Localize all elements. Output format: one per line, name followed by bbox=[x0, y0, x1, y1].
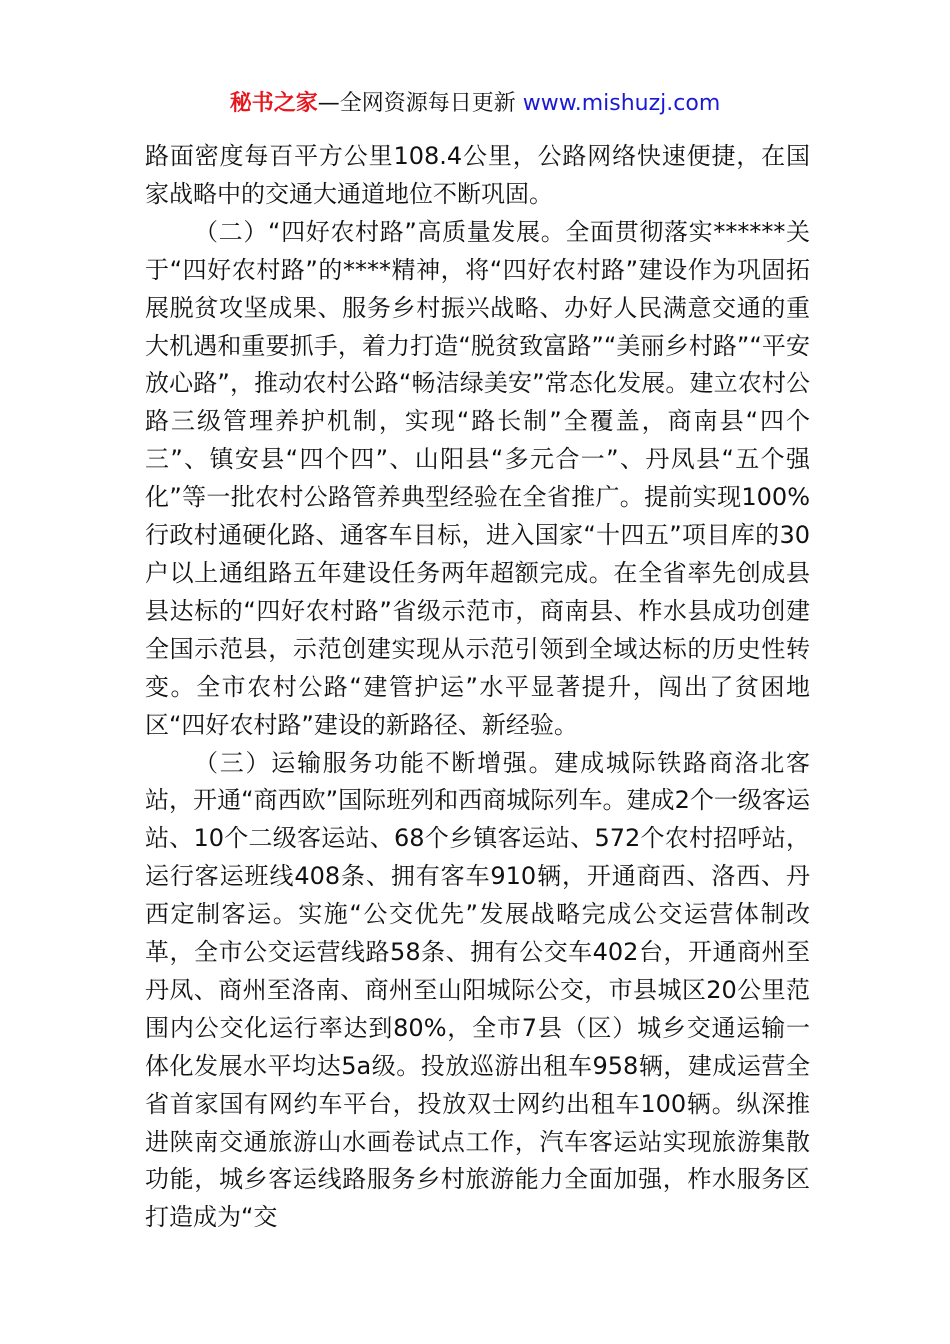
document-body bbox=[145, 138, 810, 1237]
header-tagline: —全网资源每日更新 bbox=[317, 91, 523, 116]
site-url-link[interactable]: www.mishuzj.com bbox=[522, 91, 721, 116]
paragraph-transport-services: （三）运输服务功能不断增强。建成城际铁路商洛北客站，开通“商西欧”国际班列和西商城际列车。建成2个一级客运站、10个二级客运站、68个乡镇客运站、572个农村招呼站，运行客运班线408条、拥有客车910辆，开通商西、洛西、丹西定制客运。实施“公交优先”发展战略完成公交运营体制改革，全市公交运营线路58条、拥有公交车402台，开通商州至丹凤、商州至洛南、商州至山阳城际公交，市县城区20公里范围内公交化运行率达到80%，全市7县（区）城乡交通运输一体化发展水平均达5a级。投放巡游出租车958辆，建成运营全省首家国有网约车平台，投放双士网约出租车100辆。纵深推进陕南交通旅游山水画卷试点工作，汽车客运站实现旅游集散功能，城乡客运线路服务乡村旅游能力全面加强，柞水服务区打造成为“交 bbox=[145, 748, 810, 1232]
paragraph-rural-roads: （二）“四好农村路”高质量发展。全面贯彻落实******关于“四好农村路”的****精神，将“四好农村路”建设作为巩固拓展脱贫攻坚成果、服务乡村振兴战略、办好人民满意交通的重大机遇和重要抓手，着力打造“脱贫致富路”“美丽乡村路”“平安放心路”，推动农村公路“畅洁绿美安”常态化发展。建立农村公路三级管理养护机制，实现“路长制”全覆盖，商南县“四个三”、镇安县“四个四”、山阳县“多元合一”、丹凤县“五个强化”等一批农村公路管养典型经验在全省推广。提前实现100%行政村通硬化路、通客车目标，进入国家“十四五”项目库的30户以上通组路五年建设任务两年超额完成。在全省率先创成县县达标的“四好农村路”省级示范市，商南县、柞水县成功创建全国示范县，示范创建实现从示范引领到全域达标的历史性转变。全市农村公路“建管护运”水平显著提升，闯出了贫困地区“四好农村路”建设的新路径、新经验。 bbox=[145, 217, 810, 739]
page-header bbox=[0, 88, 950, 120]
brand-name: 秘书之家 bbox=[229, 91, 318, 116]
paragraph-continuation: 路面密度每百平方公里108.4公里，公路网络快速便捷，在国家战略中的交通大通道地位不断巩固。 bbox=[145, 142, 810, 208]
